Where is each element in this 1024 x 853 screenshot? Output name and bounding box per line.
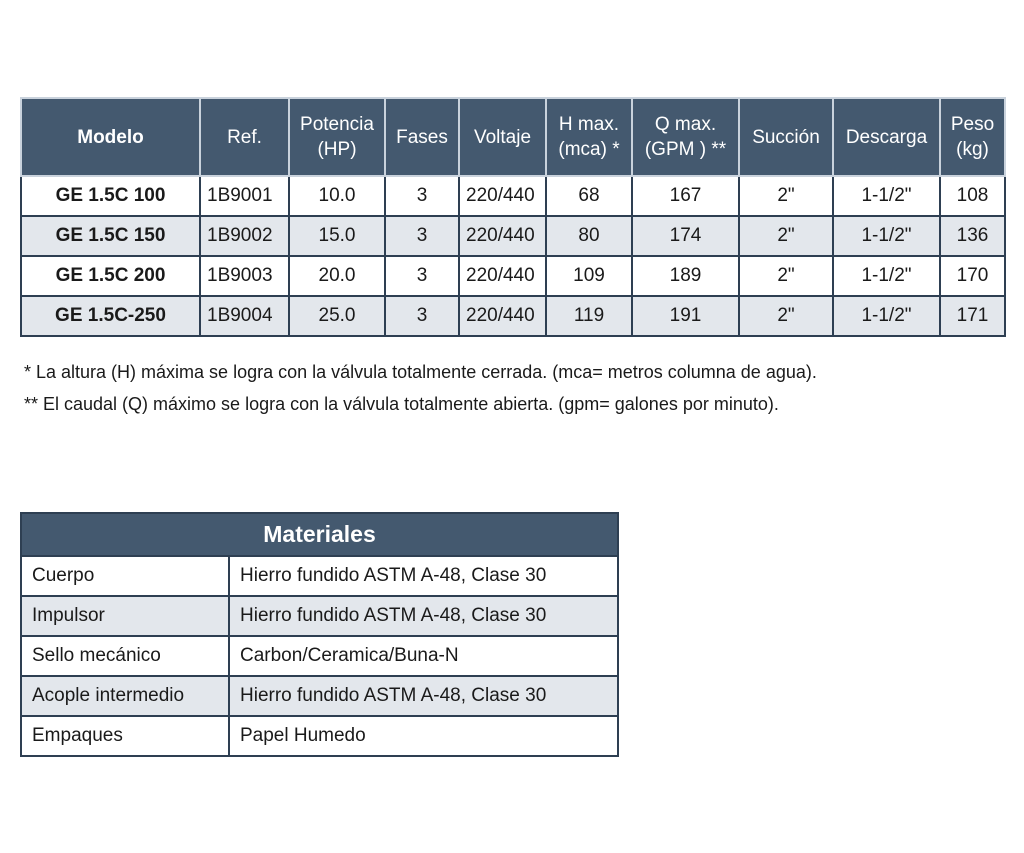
cell-q-max: 189 xyxy=(632,256,739,296)
cell-succion: 2" xyxy=(739,216,833,256)
cell-modelo: GE 1.5C 200 xyxy=(21,256,200,296)
cell-ref: 1B9002 xyxy=(200,216,289,256)
materials-title: Materiales xyxy=(21,513,618,556)
material-value: Hierro fundido ASTM A-48, Clase 30 xyxy=(229,596,618,636)
table-row xyxy=(21,636,618,676)
cell-voltaje: 220/440 xyxy=(459,296,546,336)
header-ref: Ref. xyxy=(200,98,289,176)
header-peso: Peso (kg) xyxy=(940,98,1005,176)
table-row xyxy=(21,556,618,596)
cell-peso: 170 xyxy=(940,256,1005,296)
material-part: Empaques xyxy=(21,716,229,756)
cell-voltaje: 220/440 xyxy=(459,256,546,296)
material-part: Impulsor xyxy=(21,596,229,636)
material-value: Hierro fundido ASTM A-48, Clase 30 xyxy=(229,556,618,596)
header-succion: Succión xyxy=(739,98,833,176)
cell-h-max: 68 xyxy=(546,176,632,216)
material-part: Cuerpo xyxy=(21,556,229,596)
table-row xyxy=(21,256,1005,296)
cell-modelo: GE 1.5C 100 xyxy=(21,176,200,216)
footnotes xyxy=(24,356,817,420)
header-voltaje: Voltaje xyxy=(459,98,546,176)
footnote-h-max: * La altura (H) máxima se logra con la válvula totalmente cerrada. (mca= metros columna de agua). xyxy=(24,362,817,382)
cell-q-max: 167 xyxy=(632,176,739,216)
cell-descarga: 1-1/2" xyxy=(833,176,940,216)
material-value: Papel Humedo xyxy=(229,716,618,756)
cell-fases: 3 xyxy=(385,296,459,336)
specifications-table xyxy=(20,97,1006,337)
material-value: Carbon/Ceramica/Buna-N xyxy=(229,636,618,676)
cell-fases: 3 xyxy=(385,256,459,296)
cell-ref: 1B9004 xyxy=(200,296,289,336)
table-row xyxy=(21,176,1005,216)
cell-h-max: 119 xyxy=(546,296,632,336)
cell-fases: 3 xyxy=(385,176,459,216)
materials-header-row xyxy=(21,513,618,556)
cell-peso: 108 xyxy=(940,176,1005,216)
cell-h-max: 80 xyxy=(546,216,632,256)
cell-h-max: 109 xyxy=(546,256,632,296)
cell-ref: 1B9001 xyxy=(200,176,289,216)
table-row xyxy=(21,596,618,636)
header-potencia: Potencia (HP) xyxy=(289,98,385,176)
cell-potencia: 25.0 xyxy=(289,296,385,336)
cell-potencia: 15.0 xyxy=(289,216,385,256)
cell-potencia: 10.0 xyxy=(289,176,385,216)
spec-header-row xyxy=(21,98,1005,176)
cell-descarga: 1-1/2" xyxy=(833,296,940,336)
cell-modelo: GE 1.5C 150 xyxy=(21,216,200,256)
materials-table xyxy=(20,512,619,757)
cell-peso: 136 xyxy=(940,216,1005,256)
cell-fases: 3 xyxy=(385,216,459,256)
cell-succion: 2" xyxy=(739,296,833,336)
cell-q-max: 174 xyxy=(632,216,739,256)
header-descarga: Descarga xyxy=(833,98,940,176)
table-row xyxy=(21,296,1005,336)
cell-peso: 171 xyxy=(940,296,1005,336)
cell-modelo: GE 1.5C-250 xyxy=(21,296,200,336)
cell-descarga: 1-1/2" xyxy=(833,216,940,256)
cell-voltaje: 220/440 xyxy=(459,176,546,216)
header-h-max: H max. (mca) * xyxy=(546,98,632,176)
table-row xyxy=(21,676,618,716)
table-row xyxy=(21,716,618,756)
cell-succion: 2" xyxy=(739,256,833,296)
header-q-max: Q max. (GPM ) ** xyxy=(632,98,739,176)
material-part: Acople intermedio xyxy=(21,676,229,716)
footnote-q-max: ** El caudal (Q) máximo se logra con la válvula totalmente abierta. (gpm= galones por minuto). xyxy=(24,394,779,414)
cell-succion: 2" xyxy=(739,176,833,216)
cell-voltaje: 220/440 xyxy=(459,216,546,256)
material-part: Sello mecánico xyxy=(21,636,229,676)
cell-ref: 1B9003 xyxy=(200,256,289,296)
cell-descarga: 1-1/2" xyxy=(833,256,940,296)
cell-q-max: 191 xyxy=(632,296,739,336)
header-fases: Fases xyxy=(385,98,459,176)
table-row xyxy=(21,216,1005,256)
header-modelo: Modelo xyxy=(21,98,200,176)
cell-potencia: 20.0 xyxy=(289,256,385,296)
material-value: Hierro fundido ASTM A-48, Clase 30 xyxy=(229,676,618,716)
